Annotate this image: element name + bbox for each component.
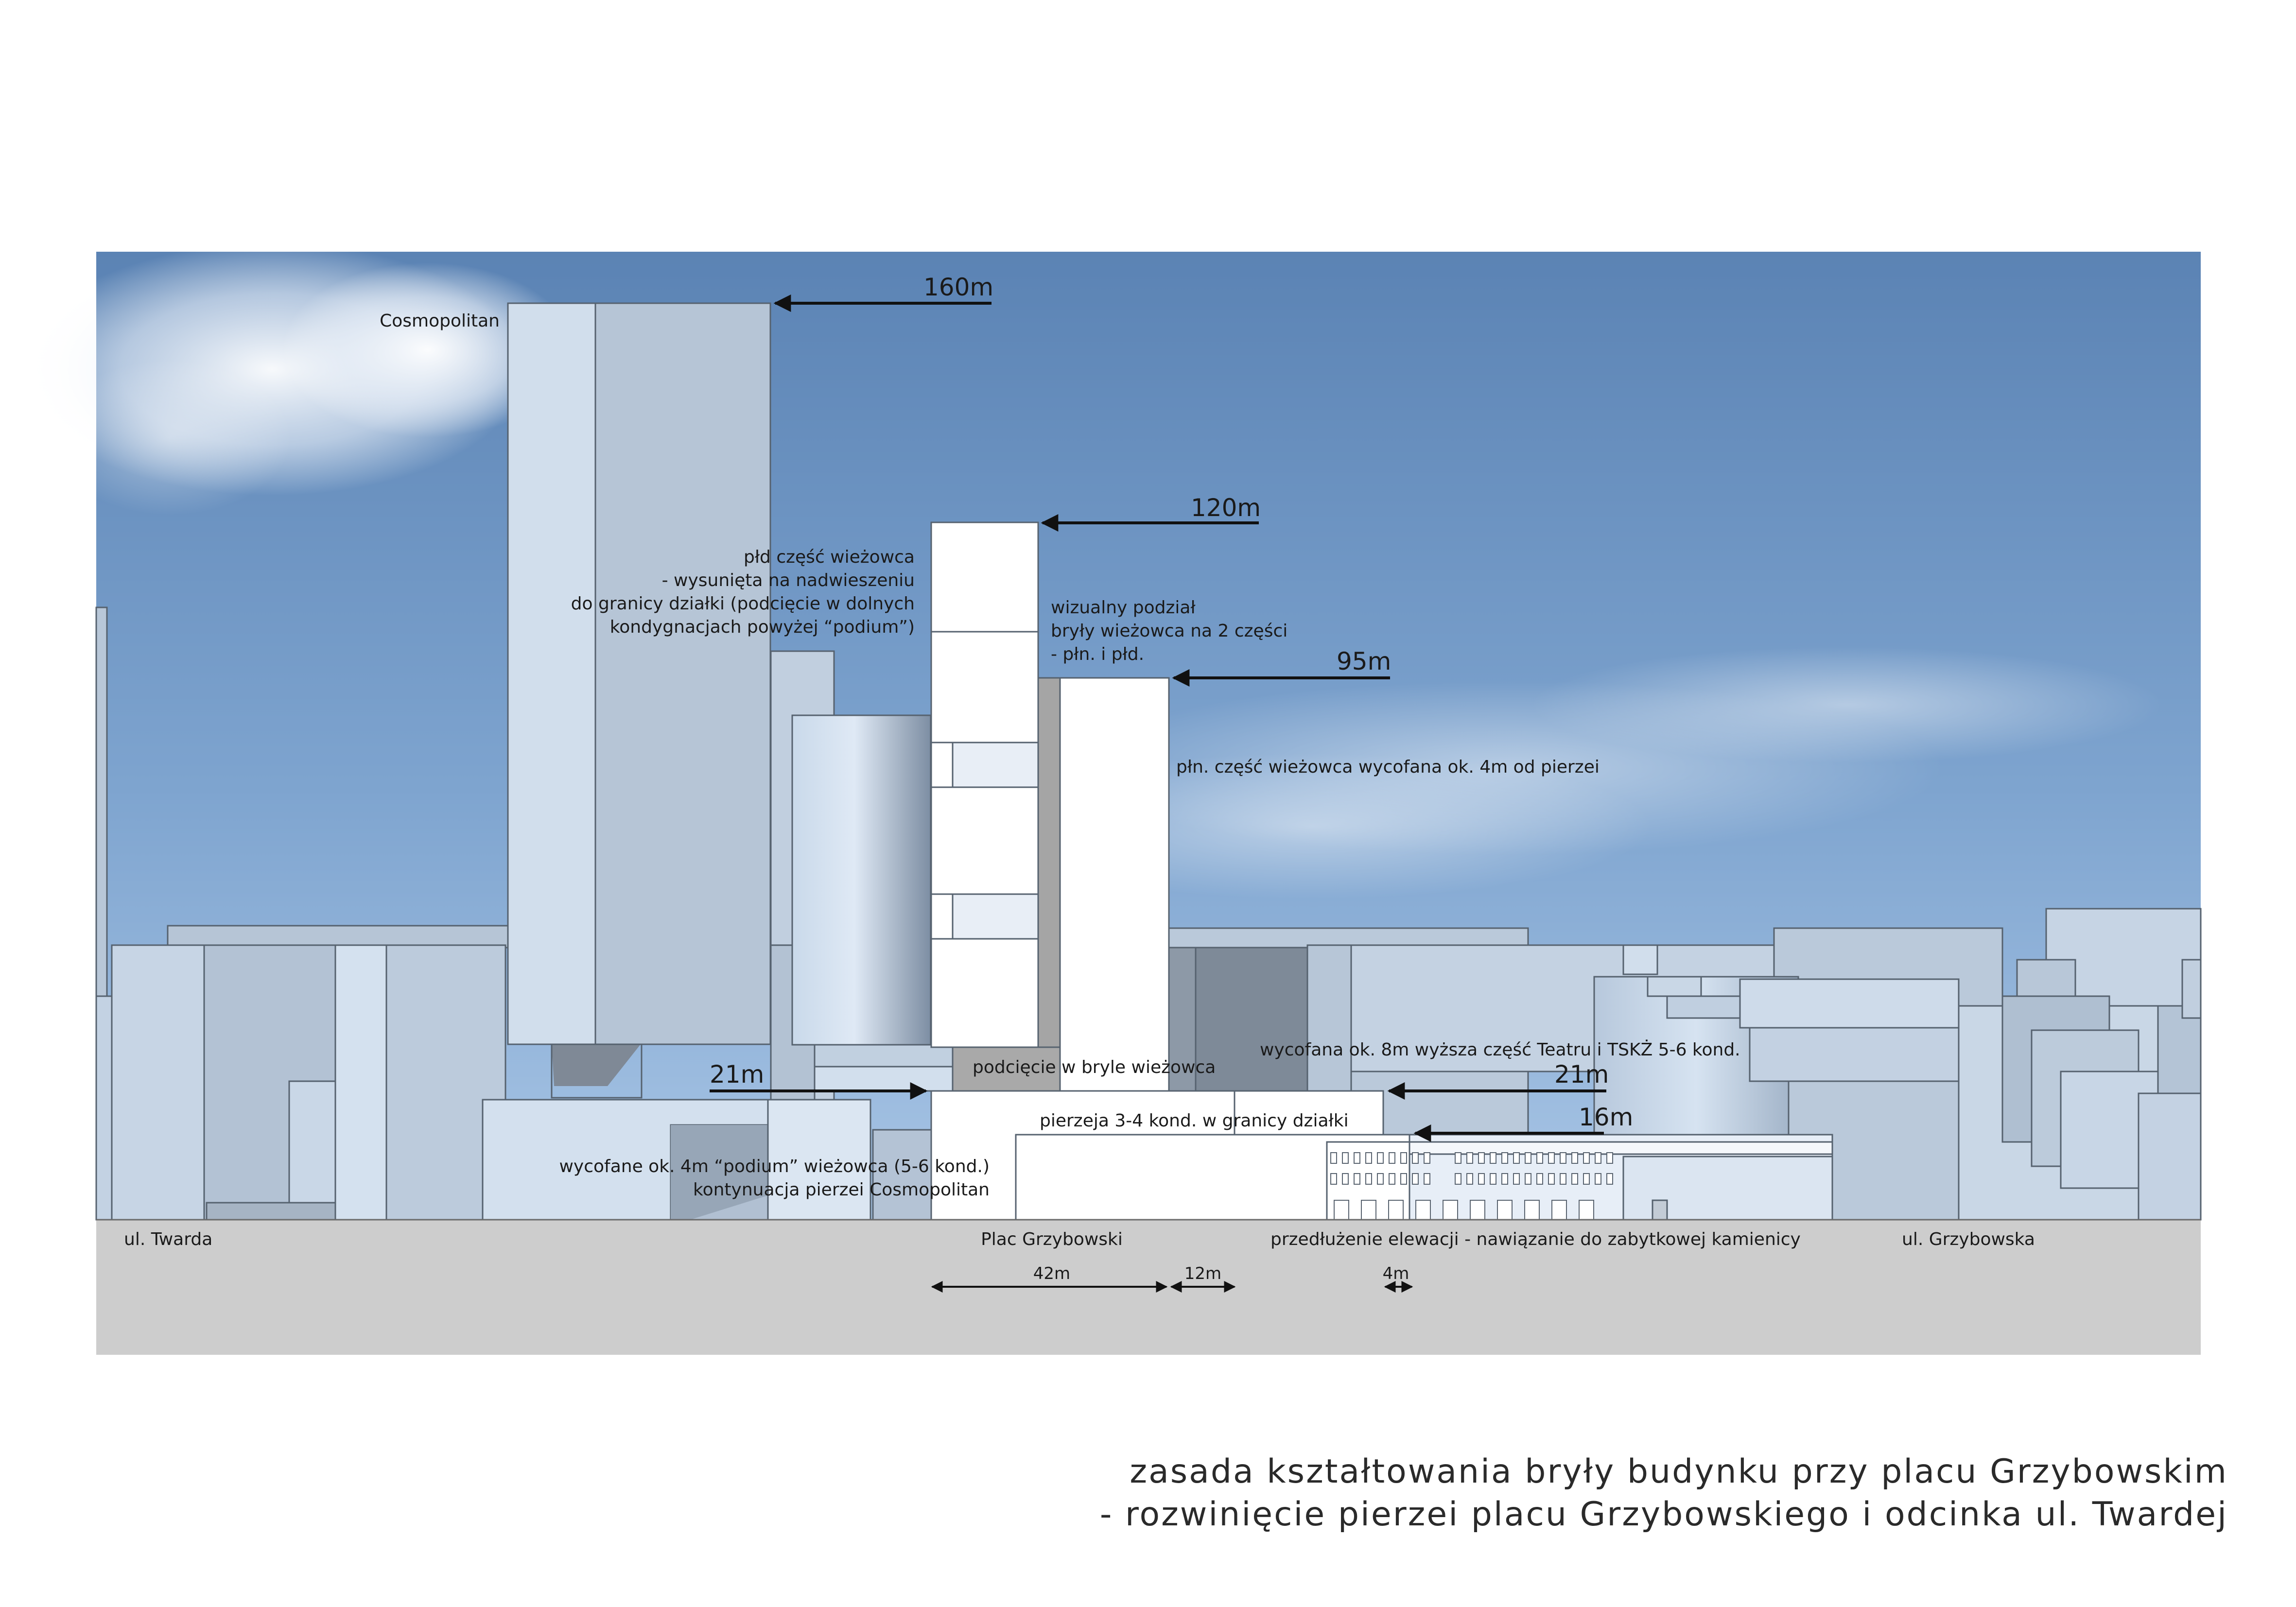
facade-window xyxy=(1525,1174,1531,1184)
facade-window xyxy=(1389,1174,1395,1184)
facade-door xyxy=(1334,1200,1349,1220)
facade-window xyxy=(1377,1174,1383,1184)
facade-window xyxy=(1342,1174,1348,1184)
label-95m: 95m xyxy=(1337,647,1392,675)
label-120m: 120m xyxy=(1191,494,1261,522)
facade-window xyxy=(1513,1174,1519,1184)
label-north-part: płn. część wieżowca wycofana ok. 4m od pierzei xyxy=(1176,757,1600,777)
facade-door xyxy=(1579,1200,1594,1220)
caption-line-2: - rozwinięcie pierzei placu Grzybowskiego i odcinka ul. Twardej xyxy=(1099,1495,2228,1534)
facade-window xyxy=(1467,1153,1473,1163)
facade-window xyxy=(1455,1153,1461,1163)
facade-window xyxy=(1502,1153,1508,1163)
facade-window xyxy=(1583,1153,1589,1163)
facade-window xyxy=(1412,1174,1418,1184)
facade-window xyxy=(1595,1153,1601,1163)
label-frontage: pierzeja 3-4 kond. w granicy działki xyxy=(1040,1111,1349,1131)
label-16m: 16m xyxy=(1579,1103,1634,1131)
facade-door xyxy=(1552,1200,1566,1220)
facade-door xyxy=(1497,1200,1512,1220)
facade-window xyxy=(1424,1174,1430,1184)
facade-window xyxy=(1537,1153,1543,1163)
facade-window xyxy=(1478,1153,1484,1163)
facade-window xyxy=(1342,1153,1348,1163)
facade-window xyxy=(1354,1174,1360,1184)
facade-door xyxy=(1470,1200,1485,1220)
facade-window xyxy=(1583,1174,1589,1184)
label-160m: 160m xyxy=(923,273,994,301)
facade-window xyxy=(1525,1153,1531,1163)
facade-window xyxy=(1412,1153,1418,1163)
label-21m-right: 21m xyxy=(1554,1060,1609,1089)
facade-window xyxy=(1366,1174,1372,1184)
facade-door xyxy=(1416,1200,1430,1220)
facade-window xyxy=(1548,1174,1554,1184)
label-division-2: bryły wieżowca na 2 części xyxy=(1051,621,1288,641)
facade-window xyxy=(1455,1174,1461,1184)
label-theatre: wycofana ok. 8m wyższa część Teatru i TSKŻ 5-6 kond. xyxy=(1260,1040,1740,1060)
facade-window xyxy=(1377,1153,1383,1163)
facade-window xyxy=(1537,1174,1543,1184)
facade-window xyxy=(1595,1174,1601,1184)
facade-window xyxy=(1366,1153,1372,1163)
facade-window xyxy=(1560,1153,1566,1163)
facade-window xyxy=(1560,1174,1566,1184)
facade-window xyxy=(1354,1153,1360,1163)
facade-window xyxy=(1401,1153,1407,1163)
facade-window xyxy=(1478,1174,1484,1184)
label-podium-2: kontynuacja pierzei Cosmopolitan xyxy=(693,1180,990,1200)
label-plac-grzybowski: Plac Grzybowski xyxy=(981,1229,1123,1249)
facade-window xyxy=(1401,1174,1407,1184)
label-division-3: - płn. i płd. xyxy=(1051,644,1145,664)
facade-window xyxy=(1467,1174,1473,1184)
label-4m: 4m xyxy=(1382,1264,1409,1283)
caption xyxy=(1100,1451,2228,1536)
label-south-part-1: płd część wieżowca xyxy=(743,547,915,567)
label-south-part-2: - wysunięta na nadwieszeniu xyxy=(661,570,915,590)
facade-window xyxy=(1389,1153,1395,1163)
facade-window xyxy=(1607,1174,1613,1184)
facade-window xyxy=(1513,1153,1519,1163)
facade-door xyxy=(1443,1200,1458,1220)
facade-window xyxy=(1572,1153,1578,1163)
cosmopolitan-tower xyxy=(508,303,770,1098)
facade-window xyxy=(1490,1153,1496,1163)
label-extension: przedłużenie elewacji - nawiązanie do zabytkowej kamienicy xyxy=(1270,1229,1801,1249)
facade-window xyxy=(1424,1153,1430,1163)
facade-window xyxy=(1572,1174,1578,1184)
label-undercut: podcięcie w bryle wieżowca xyxy=(973,1057,1216,1077)
facade-window xyxy=(1331,1174,1337,1184)
facade-window xyxy=(1502,1174,1508,1184)
label-21m-left: 21m xyxy=(710,1060,765,1089)
facade-door xyxy=(1361,1200,1376,1220)
facade-window xyxy=(1331,1153,1337,1163)
label-ul-twarda: ul. Twarda xyxy=(124,1229,213,1249)
label-division-1: wizualny podział xyxy=(1051,598,1196,618)
facade-window xyxy=(1607,1153,1613,1163)
label-south-part-3: do granicy działki (podcięcie w dolnych xyxy=(571,594,915,614)
facade-door xyxy=(1525,1200,1539,1220)
facade-window xyxy=(1490,1174,1496,1184)
label-ul-grzybowska: ul. Grzybowska xyxy=(1902,1229,2035,1249)
label-42m: 42m xyxy=(1033,1264,1071,1283)
caption-line-1: zasada kształtowania bryły budynku przy placu Grzybowskim xyxy=(1130,1452,2228,1491)
label-podium-1: wycofane ok. 4m “podium” wieżowca (5-6 kond.) xyxy=(559,1157,990,1176)
label-12m: 12m xyxy=(1184,1264,1222,1283)
facade-door xyxy=(1389,1200,1403,1220)
label-cosmopolitan: Cosmopolitan xyxy=(380,311,500,331)
facade-window xyxy=(1548,1153,1554,1163)
label-south-part-4: kondygnacjach powyżej “podium”) xyxy=(609,617,915,637)
